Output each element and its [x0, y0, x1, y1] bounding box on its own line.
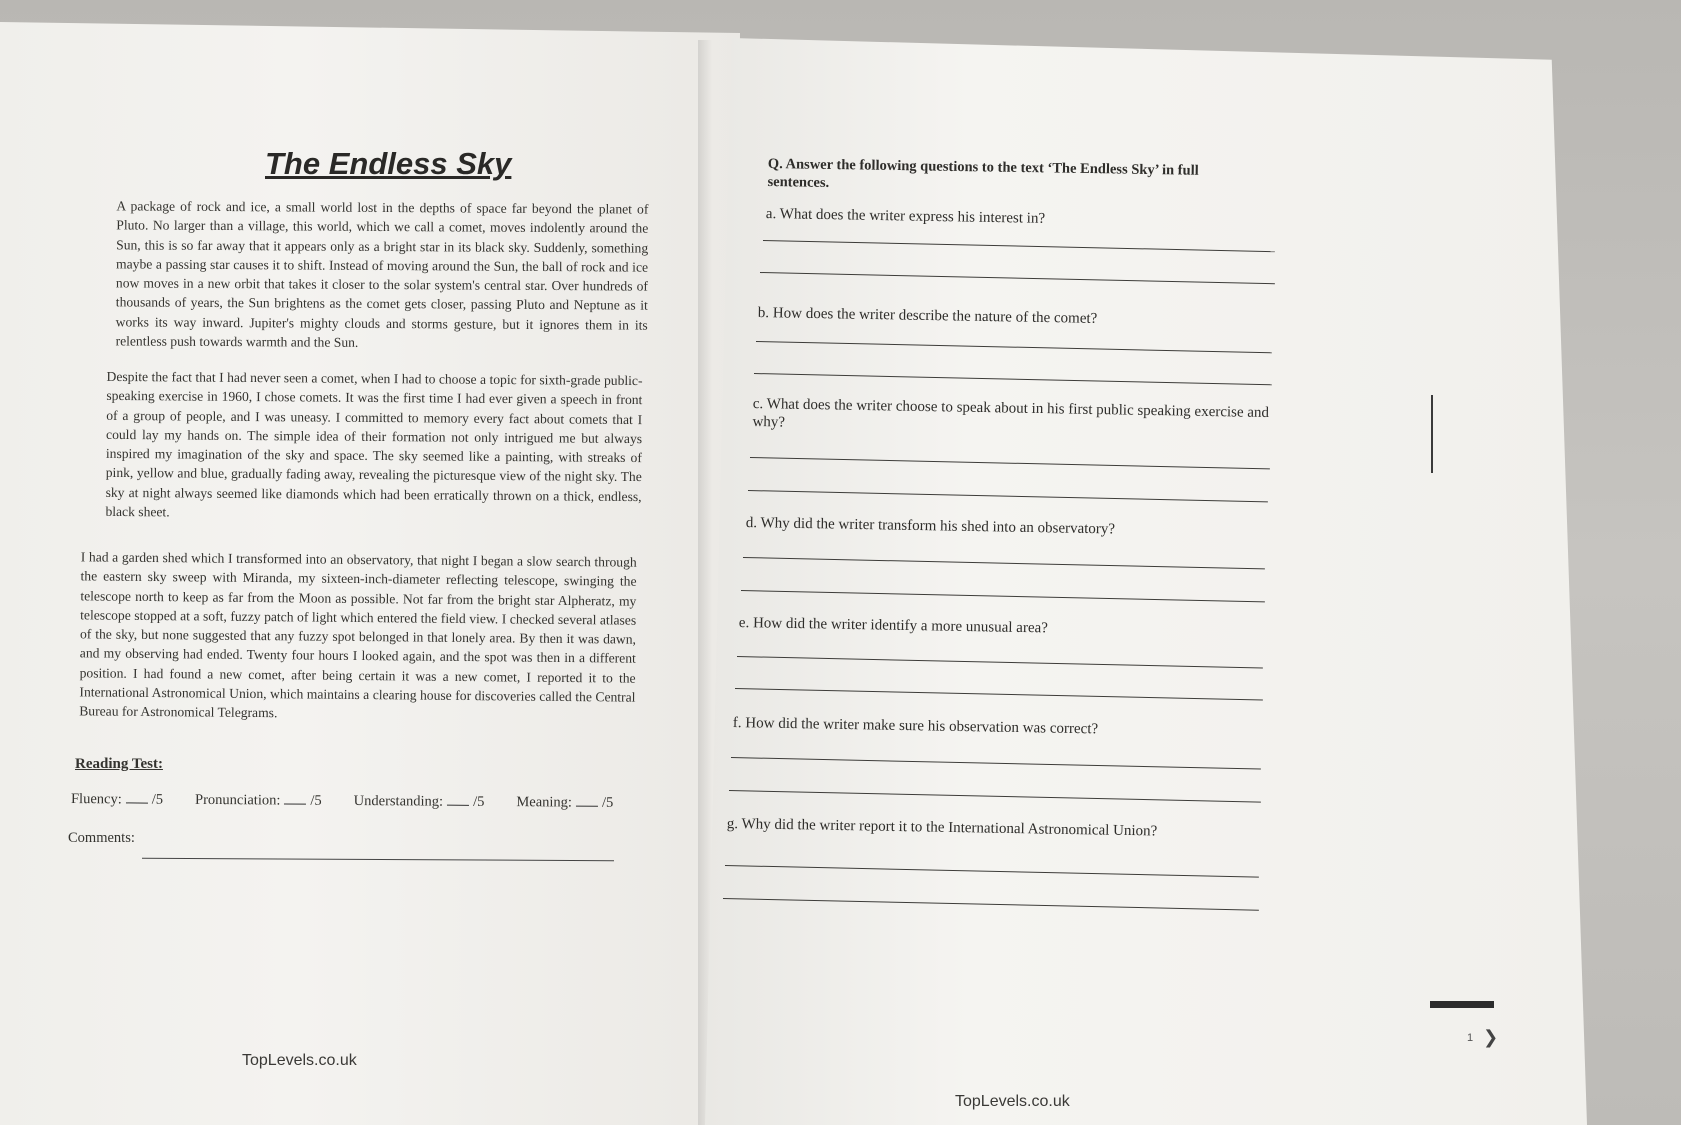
- right-page: [705, 38, 1587, 1125]
- passage-paragraph-3: I had a garden shed which I transformed into an observatory, that night I began a slow search through the eastern sky sweep with Miranda, my sixteen-inch-diameter reflecting telescope, swinging the telescope north to keep as far from the Moon as possible. Not far from the bright star Alpheratz, my telescope stopped at a soft, fuzzy patch of light which entered the field view. I checked several atlases of the sky, but none suggested that any fuzzy spot belonged in that lonely area. By then it was dawn, and my observing had ended. Twenty four hours I looked again, and the spot was then in a different position. I had found a new comet, after being certain it was a new comet, I reported it to the International Astronomical Union, which maintains a clearing house for discoveries called the Central Bureau for Astronomical Telegrams.: [79, 549, 637, 721]
- binder-mark: [1431, 395, 1433, 473]
- question-f: f. How did the writer make sure his observation was correct?: [732, 715, 1099, 738]
- pronunciation-score: [195, 792, 322, 810]
- fluency-label: Fluency:: [70, 791, 122, 808]
- page-number: 1: [1467, 1031, 1474, 1044]
- meaning-label: Meaning:: [516, 794, 573, 811]
- page-title: The Endless Sky: [265, 146, 512, 181]
- fluency-blank: [126, 801, 148, 803]
- question-d: d. Why did the writer transform his shed into an observatory?: [745, 515, 1116, 538]
- understanding-score: [354, 793, 485, 811]
- understanding-suffix: /5: [473, 793, 485, 810]
- passage-paragraph-1: A package of rock and ice, a small world lost in the depths of space far beyond the planet of Pluto. No larger than a village, this world, which we call a comet, moves indolently around the Sun, this is so far away that it appears only as a bright star in its black sky. Suddenly, something maybe a passing star causes it to shift. Instead of moving around the Sun, the ball of rock and ice now moves in a new orbit that takes it closer to the solar system's central star. Over hundreds of thousands of years, the Sun brightens as the comet gets closer, passing Pluto and Neptune as it works its way inward. Jupiter's mighty clouds and storms gesture, but it ignores them in its relentless push towards warmth and the Sun.: [115, 198, 649, 350]
- understanding-label: Understanding:: [353, 793, 444, 810]
- page-control[interactable]: [1467, 1027, 1498, 1048]
- fluency-suffix: /5: [151, 791, 164, 808]
- fluency-score: [71, 791, 163, 809]
- meaning-suffix: /5: [601, 794, 614, 811]
- meaning-score: [516, 794, 613, 812]
- pronunciation-blank: [284, 803, 306, 805]
- question-c: c. What does the writer choose to speak about in his first public speaking exercise and why?: [752, 395, 1270, 431]
- comments-label: Comments:: [68, 830, 135, 846]
- question-b: b. How does the writer describe the nature of the comet?: [757, 305, 1098, 327]
- passage-paragraph-2: Despite the fact that I had never seen a comet, when I had to choose a topic for sixth-grade public-speaking exercise in 1960, I chose comets. It was the first time I had ever given a speech in front of a group of people, and I was uneasy. I committed to memory every fact about comets that I could lay my hands on. The simple idea of their formation not only intrigued me but always inspired my imagination of the sky and space. The sky seemed like a painting, with streaks of pink, yellow and blue, gradually fading away, revealing the picturesque view of the night sky. The sky at night always seemed like diamonds which had been erratically thrown on a thick, endless, black sheet.: [105, 368, 643, 520]
- reading-test-heading: Reading Test:: [75, 756, 163, 772]
- questions-instruction: Q. Answer the following questions to the text ‘The Endless Sky’ in full sentences.: [767, 155, 1199, 191]
- pronunciation-suffix: /5: [310, 792, 322, 809]
- page-indicator-bar: [1430, 1001, 1494, 1008]
- question-e: e. How did the writer identify a more unusual area?: [738, 615, 1049, 637]
- question-g: g. Why did the writer report it to the International Astronomical Union?: [726, 816, 1158, 840]
- footer-right: TopLevels.co.uk: [955, 1093, 1070, 1110]
- pronunciation-label: Pronunciation:: [194, 791, 281, 809]
- understanding-blank: [447, 804, 469, 806]
- question-a: a. What does the writer express his interest in?: [765, 206, 1046, 227]
- footer-left: TopLevels.co.uk: [242, 1052, 357, 1069]
- chevron-right-icon[interactable]: ❯: [1483, 1027, 1499, 1047]
- meaning-blank: [576, 805, 598, 807]
